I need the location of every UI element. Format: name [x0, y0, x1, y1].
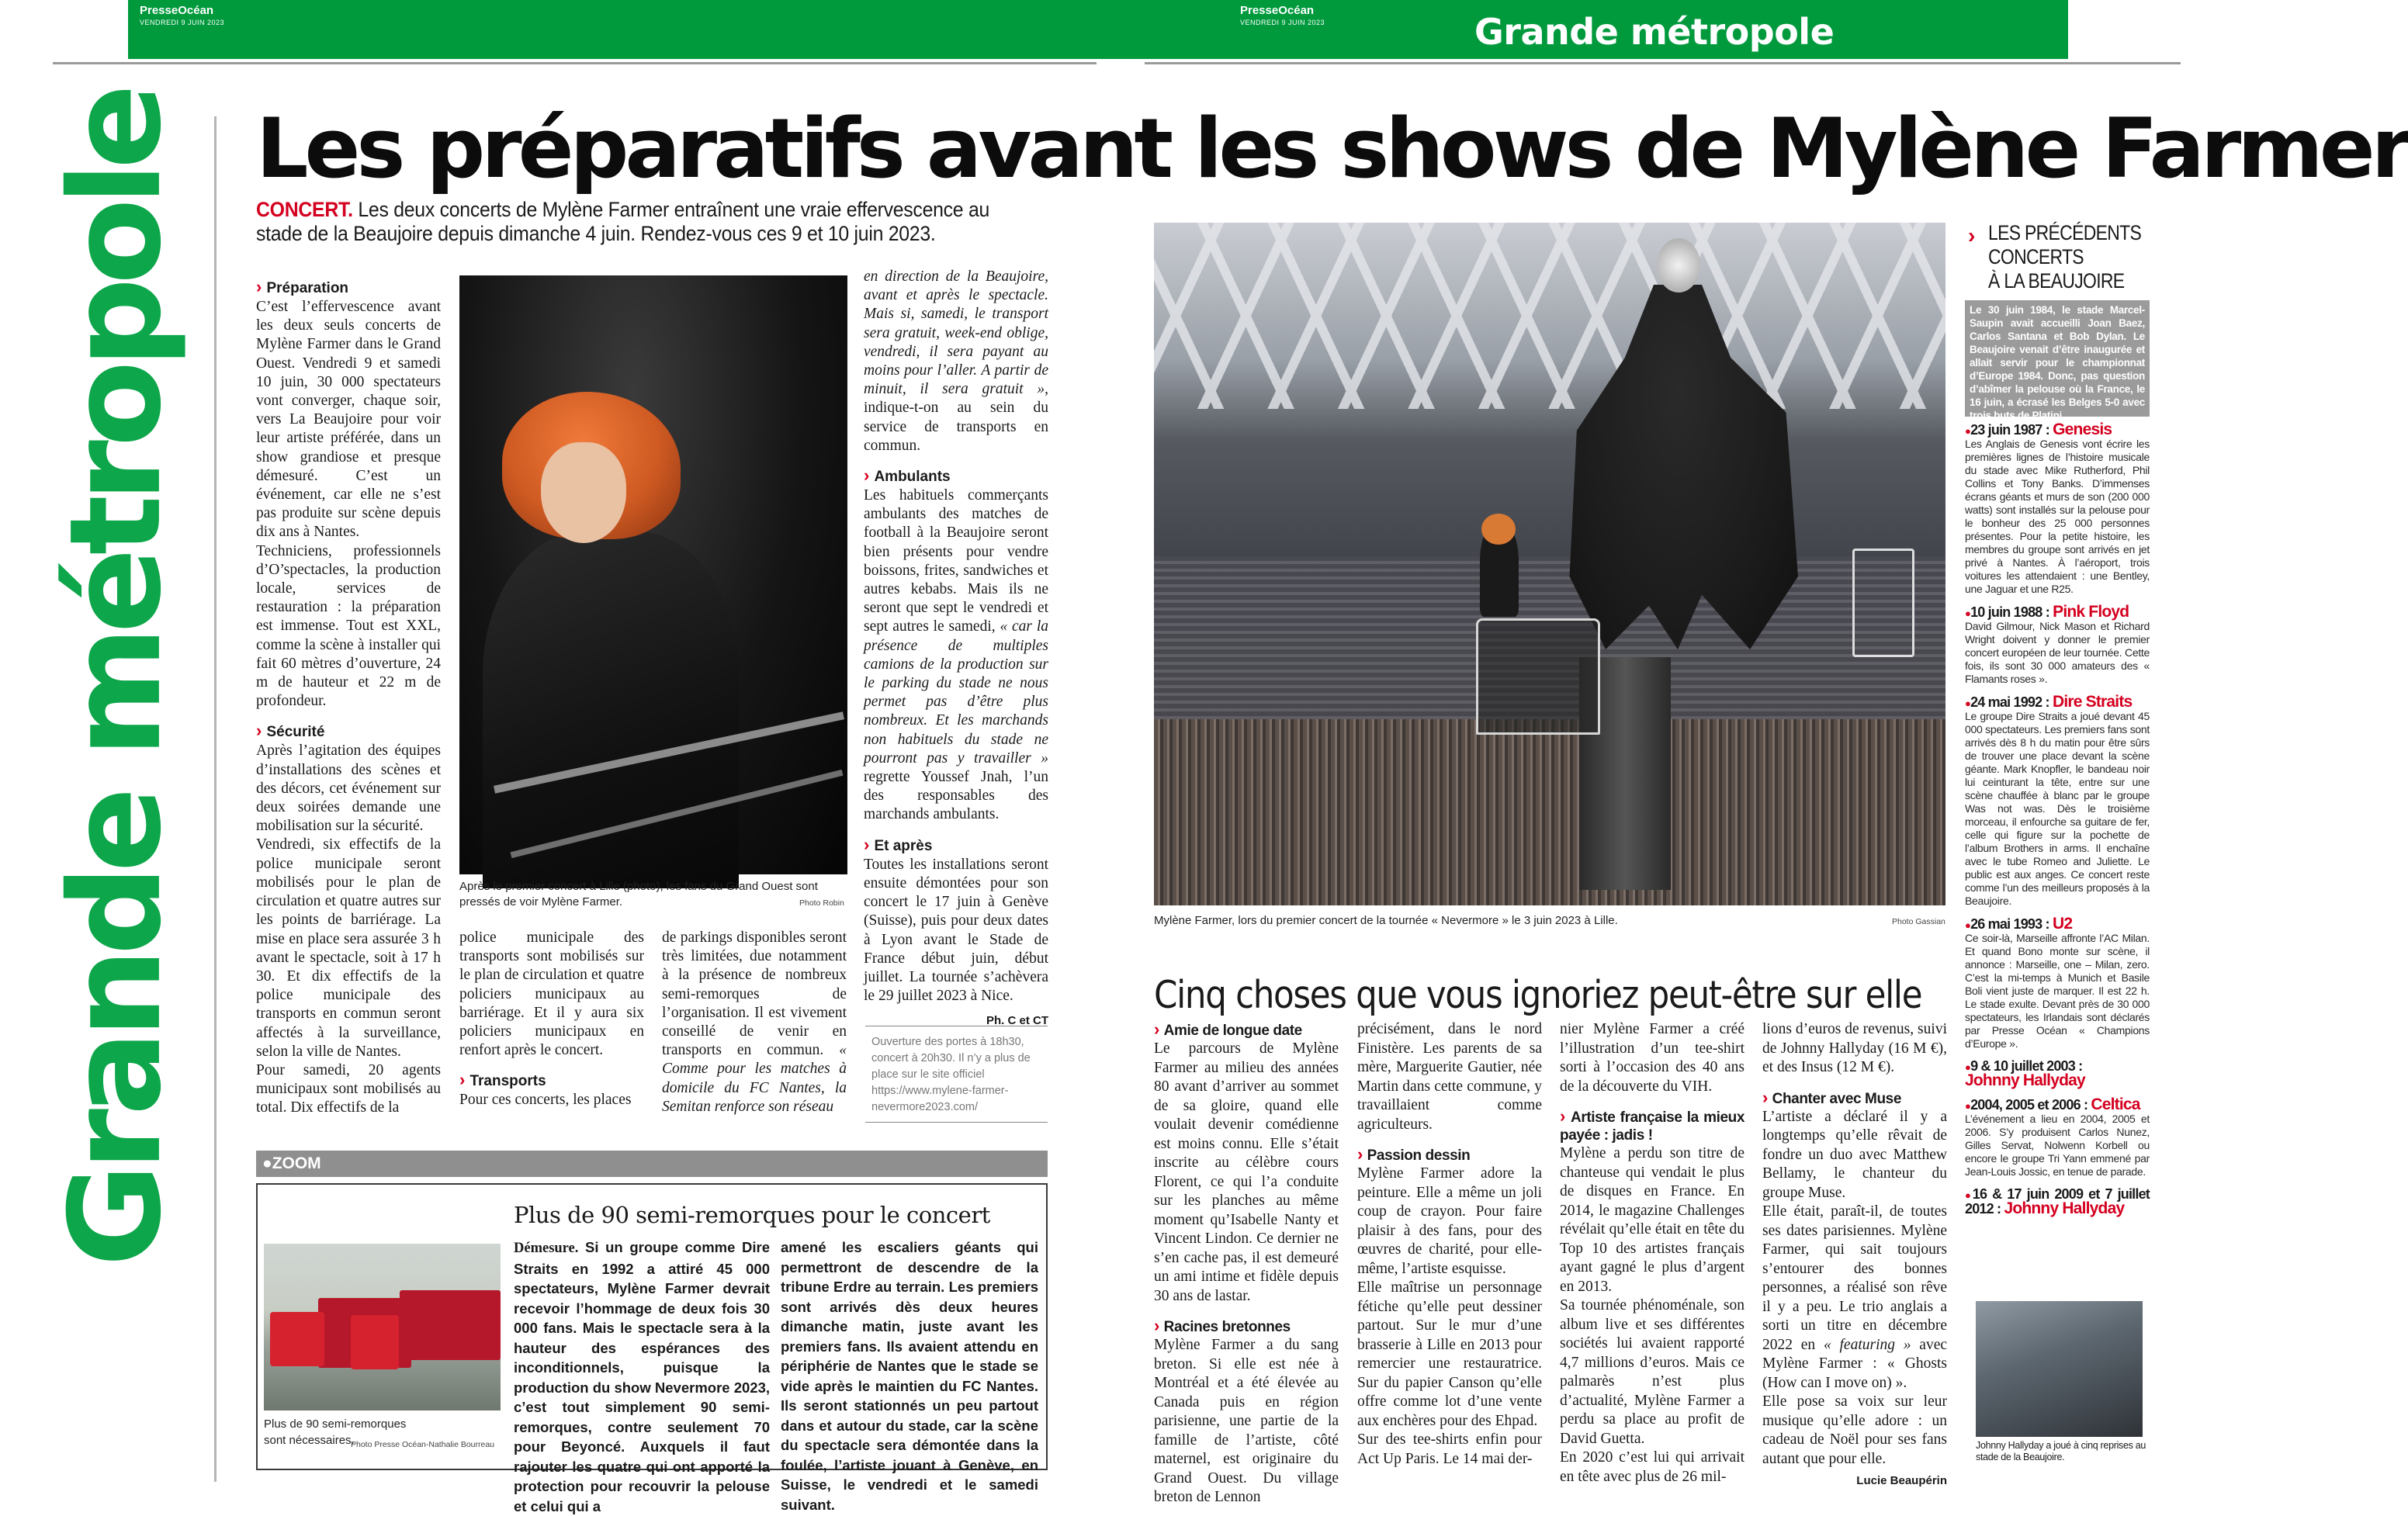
paragraph: Sa tournée phénoménale, son album live et ses différentes sociétés lui avaient rapporté 4,7 millions d’euros. Mais ce palmarès n’est plus d’actualité, Mylène Farmer a perdu sa place au profit de David Guetta. [1560, 1297, 1745, 1447]
paragraph: lions d’euros de revenus, suivi de Johnny Hallyday (16 M €), et des Insus (12 M €). [1762, 1021, 1947, 1075]
info-box-ouverture: Ouverture des portes à 18h30, concert à 20h30. Il n’y a plus de place sur le site officiel https://www.mylene-farmer-nevermore2023.com/ [865, 1026, 1048, 1123]
subhead-racines: › Racines bretonnes [1154, 1317, 1339, 1336]
subhead-ambulants: › Ambulants [864, 466, 1048, 486]
page-headline: Les préparatifs avant les shows de Mylène Farmer [256, 101, 2408, 196]
paragraph: Le parcours de Mylène Farmer au milieu des années 80 avant d’arriver au sommet de sa gloire, quand elle voulait devenir comédienne est moins connu. Elle s’était inscrite au célèbre cours Florent, ce qui l’a conduite sur les planches au même moment qu’Isabelle Nanty et Vincent Lindon. Ce dernier ne s’en cache pas, il est demeuré un ami intime et fidèle depuis 30 ans de lastar. [1154, 1040, 1339, 1304]
zoom-text-column-2: amené les escaliers géants qui permettront de descendre de la tribune Erdre au terrain. Les premiers sont arrivés dès deux heures dimanche matin, juste avant les premiers fans. Ils avaient attendu en périphérie de Nantes que le stade se vide après le maintien du FC Nantes. Ils seront stationnés un peu partout dans et autour du stade, car la scène du spectacle sera démontée dans la foulée, l’artiste jouant à Genève, en Suisse, le vendredi et le samedi suivant. [781, 1239, 1038, 1513]
zoom-bar [256, 1151, 1048, 1177]
paragraph: En 2020 c’est lui qui arrivait en tête avec plus de 26 mil- [1560, 1449, 1745, 1485]
subhead-artiste-mieux-payee: › Artiste française la mieux payée : jadis ! [1560, 1107, 1745, 1144]
subhead-amie: › Amie de longue date [1154, 1020, 1339, 1040]
timeline-entry: ● 23 juin 1987 : Genesis Les Anglais de Genesis vont écrire les premières lignes de l’histoire musicale du stade avec Mike Rutherford, Phil Collins et Tony Banks. D’immenses écrans géants et murs de son (200 000 watts) sont installés sur la pelouse pour le bonheur des 25 000 personnes présentes. Pour la petite histoire, les membres du groupe sont arrivés en jet privé à Nantes. À l’aéroport, trois voitures les attendaient : une Bentley, une Jaguar et une R25. [1965, 423, 2150, 596]
photo-semi-trailers [264, 1244, 501, 1410]
photo1-credit: Photo Robin [799, 898, 844, 908]
zoom-photo-caption: Plus de 90 semi-remorques sont nécessaires. [264, 1417, 407, 1447]
vertical-section-text: Grande métropole [43, 91, 189, 1267]
bottom-signature: Lucie Beaupérin [1856, 1474, 1947, 1487]
lead-kicker: CONCERT. [256, 198, 353, 221]
publication-name-right: PresseOcéan [1240, 4, 1315, 17]
big-photo-caption: Mylène Farmer, lors du premier concert de la tournée « Nevermore » le 3 juin 2023 à Lille. [1154, 914, 1618, 927]
subhead-passion-dessin: › Passion dessin [1357, 1145, 1542, 1165]
lead-text: Les deux concerts de Mylène Farmer entraînent une vraie effervescence au stade de la Beaujoire depuis dimanche 4 juin. Rendez-vous ces 9 et 10 juin 2023. [256, 198, 990, 245]
photo1-caption: Après le premier concert à Lille (photo), les fans du Grand Ouest sont pressés de voir Mylène Farmer. [459, 880, 818, 909]
paragraph: précisément, dans le nord Finistère. Les parents de sa mère, Marguerite Gautier, née Martin dans cette commune, y travaillaient comme agriculteurs. [1357, 1021, 1542, 1133]
paragraph: Elle pose sa voix sur leur musique qu’elle adore : un cadeau de Noël pour ses fans autant que pour elle. [1762, 1393, 1947, 1467]
zoom-kicker: Démesure. [514, 1241, 579, 1256]
subhead-preparation: › Préparation [256, 278, 441, 298]
paragraph: Techniciens, professionnels d’O’spectacles, la production locale, services de restauration : la préparation est immense. Tout est XXL, comme la scène à installer qui fait 60 mètres d’ouverture, 24 m de hauteur et 22 m de profondeur. [256, 542, 441, 710]
article-column-1 [256, 272, 441, 1118]
publication-date-left: VENDREDI 9 JUIN 2023 [140, 19, 225, 26]
article-column-3-bottom [662, 929, 847, 1116]
paragraph: Mylène a perdu son titre de chanteuse qui vendait le plus de disques en France. En 2014, le magazine Challenges révélait qu’elle était en tête du Top 10 des artistes français ayant gagné le plus d’argent en 2013. [1560, 1145, 1745, 1295]
vertical-divider [214, 116, 217, 1482]
aside-title: LES PRÉCÉDENTS CONCERTS À LA BEAUJOIRE [1988, 221, 2142, 292]
paragraph: Vendredi, six effectifs de la police municipale seront mobilisés pour le plan de circulation et quatre autres sur les points de barriérage. La mise en place sera assurée 3 h avant le spectacle, soit à 17 h 30. Et dix effectifs de la police municipale des transports en commun seront affectés à la surveillance, selon la ville de Nantes. [256, 836, 441, 1060]
bottom-column-1 [1154, 1020, 1339, 1507]
article-lead [256, 198, 1006, 246]
aside-photo-caption: Johnny Hallyday a joué à cinq reprises au stade de la Beaujoire. [1976, 1440, 2146, 1462]
aside-timeline [1965, 423, 2150, 1226]
bottom-column-3 [1560, 1020, 1745, 1487]
article-column-3 [864, 268, 1048, 1031]
bottom-column-4 [1762, 1020, 1947, 1491]
paragraph: Les habituels commerçants ambulants des matches de football à la Beaujoire seront bien présents pour vendre boissons, frites, sandwiches et autres kebabs. Mais ils ne seront que sept le vendredi et sept autres le samedi, « car la présence de multiples camions de la production sur le parking du stade ne nous permet pas d’être plus nombreux. Et les marchands non habituels du stade ne pourront pas y travailler » regrette Youssef Jnah, l’un des responsables des marchands ambulants. [864, 487, 1048, 823]
big-photo-credit: Photo Gassian [1892, 917, 1945, 926]
publication-name-left: PresseOcéan [140, 4, 214, 17]
paragraph: L’artiste a déclaré il y a longtemps qu’elle rêvait de fondre un duo avec Matthew Bellamy, le chanteur du groupe Muse. [1762, 1108, 1947, 1201]
timeline-entry: ● 16 & 17 juin 2009 et 7 juillet 2012 : Johnny Hallyday [1965, 1188, 2150, 1217]
article-signature: Ph. C et CT [986, 1014, 1048, 1028]
paragraph: Elle était, paraît-il, de toutes ses dates parisiennes. Mylène Farmer, qui sait toujours s’entourer des bonnes personnes, a réalisé son rêve il y a peu. Le trio anglais a sorti un titre en décembre 2022 en « featuring » avec Mylène Farmer : « Ghosts (How can I move on) ». [1762, 1203, 1948, 1391]
article-column-2 [459, 929, 644, 1110]
zoom-title: Plus de 90 semi-remorques pour le concert [514, 1202, 990, 1228]
paragraph: en direction de la Beaujoire, avant et après le spectacle. Mais si, samedi, le transport sera gratuit, week-end oblige, vendredi, il sera payant au moins pour l’aller. A partir de minuit, il sera gratuit », indique-t-on au sein du service de transports en commun. [864, 268, 1048, 454]
top-rule-right [1145, 62, 2181, 64]
paragraph: C’est l’effervescence avant les deux seuls concerts de Mylène Farmer dans le Grand Ouest. Vendredi 9 et samedi 10 juin, 30 000 spectateurs vont converger, chaque soir, vers La Beaujoire pour voir leur artiste préférée, dans un show grandiose et presque démesuré. C’est un événement, car elle ne s’est pas produite sur scène depuis dix ans à Nantes. [256, 299, 441, 541]
zoom-photo-credit: Photo Presse Océan-Nathalie Bourreau [351, 1440, 495, 1449]
paragraph: Après l’agitation des équipes d’installations des scènes et des décors, cet événement sur deux soirées demande une mobilisation sur la sécurité. [256, 742, 441, 835]
section-rubrique: Grande métropole [1474, 11, 1835, 53]
paragraph: Pour samedi, 20 agents municipaux sont mobilisés au total. Dix effectifs de la [256, 1061, 441, 1116]
zoom-label: ● ZOOM [262, 1152, 321, 1175]
bottom-article-title: Cinq choses que vous ignoriez peut-être sur elle [1154, 973, 1922, 1017]
paragraph: Mylène Farmer a du sang breton. Si elle est née à Montréal et a été élevée au Canada puis en région parisienne, une partie de la famille de l’artiste, côté maternel, est originaire du Grand Ouest. Du village breton de Lennon [1154, 1337, 1339, 1505]
paragraph: Pour ces concerts, les places [459, 1092, 632, 1109]
publication-date-right: VENDREDI 9 JUIN 2023 [1240, 19, 1325, 26]
paragraph: Mylène Farmer adore la peinture. Elle a même un joli coup de crayon. Pour faire plaisir à des fans, pour des œuvres de charité, pour elle-même, l’artiste esquisse. [1357, 1165, 1542, 1277]
aside-arrow-icon: › [1968, 223, 1976, 247]
timeline-entry: ● 9 & 10 juillet 2003 : Johnny Hallyday [1965, 1060, 2150, 1089]
paragraph: nier Mylène Farmer a créé l’illustration d’un tee-shirt sorti à l’occasion des 40 ans de la découverte du VIH. [1560, 1021, 1745, 1095]
vertical-section-title [23, 91, 210, 1267]
paragraph: Sur des tee-shirts enfin pour Act Up Paris. Le 14 mai der- [1357, 1431, 1542, 1467]
photo-johnny-hallyday [1976, 1301, 2143, 1437]
timeline-entry: ● 2004, 2005 et 2006 : Celtica L’événement a lieu en 2004, 2005 et 2006. S’y produisent Carlos Nunez, Gilles Servat, Nolwenn Korbell ou encore le groupe Tri Yann emmené par Jean-Louis Jossic, en tenue de parade. [1965, 1098, 2150, 1179]
timeline-entry: ● 26 mai 1993 : U2 Ce soir-là, Marseille affronte l’AC Milan. Et quand Bono monte sur scène, il annonce : Marseille, one – Milan, zero. C’est la mi-temps à Munich et Basile Boli vient juste de marquer. Il est 22 h. Le stade exulte. Devant près de 30 000 spectateurs, les Irlandais sont déclarés par Presse Océan « Champions d’Europe ». [1965, 917, 2150, 1050]
subhead-chanter-muse: › Chanter avec Muse [1762, 1089, 1947, 1108]
paragraph: police municipale des transports sont mobilisés sur le plan de circulation et quatre policiers municipaux au barriérage. Et il y aura six policiers municipaux en renfort après le concert. [459, 929, 644, 1059]
subhead-securite: › Sécurité [256, 722, 441, 742]
top-rule-left [53, 62, 1097, 64]
timeline-entry: ● 24 mai 1992 : Dire Straits Le groupe Dire Straits a joué devant 45 000 spectateurs. Les premiers fans sont arrivés dès 8 h du matin pour être sûrs de trouver une place devant la scène géante. Mark Knopfler, le bandeau noir lui ceinturant la tête, entre sur une scène chauffée à blanc par le groupe Was not was. Dès le troisième morceau, il enfourche sa guitare de fer, celle qui figure sur la pochette de l’album Brothers in arms. Il enchaîne avec le tube Romeo and Juliette. Le public est aux anges. Ce concert reste comme l’un des meilleurs proposés à la Beaujoire. [1965, 695, 2150, 908]
photo-stadium-concert [1154, 223, 1945, 905]
paragraph: Toutes les installations seront ensuite démontées pour son concert le 17 juin à Genève (Suisse), puis pour deux dates à Lyon avant le Stade de France début juin, début juillet. La tournée s’achèvera le 29 juillet 2023 à Nice. [864, 856, 1048, 1005]
subhead-transports: › Transports [459, 1071, 644, 1091]
paragraph: de parkings disponibles seront très limitées, due notamment à la présence de nombreux semi-remorques de l’organisation. Il est vivement conseillé de venir en transports en commun. « Comme pour les matches à domicile du FC Nantes, la Semitan renforce son réseau [662, 929, 847, 1115]
timeline-entry: ● 10 juin 1988 : Pink Floyd David Gilmour, Nick Mason et Richard Wright doivent y donner le premier concert européen de leur tournée. Cette fois, ils sont 30 000 amateurs des « Flamants roses ». [1965, 605, 2150, 686]
bottom-column-2 [1357, 1020, 1542, 1469]
subhead-et-apres: › Et après [864, 836, 1048, 856]
aside-intro: Le 30 juin 1984, le stade Marcel-Saupin avait accueilli Joan Baez, Carlos Santana et Bob Dylan. Le Beaujoire venait d’être inaugurée et allait servir pour le championnat d’Europe 1984. Donc, pas question d’abîmer la pelouse où la France, le 16 juin, a écrasé les Belges 5-0 avec trois buts de Platini. [1965, 300, 2150, 417]
paragraph: Elle maîtrise un personnage fétiche qu’elle peut dessiner partout. Sur le mur d’une brasserie à Lille en 2013 pour remercier une restauratrice. Sur du papier Canson qu’elle offre comme lot d’une vente aux enchères pour des Ehpad. [1357, 1279, 1542, 1429]
photo-mylene-farmer-singing [459, 275, 847, 874]
zoom-text-column-1: Démesure. Si un groupe comme Dire Straits en 1992 a attiré 45 000 spectateurs, Mylène Farmer devrait recevoir l’hommage de deux fois 30 000 fans. Mais le spectacle sera à la hauteur des espérances des inconditionnels, puisque la production du show Nevermore 2023, c’est tout simplement 90 semi-remorques, contre seulement 70 pour Beyoncé. Auxquels il faut rajouter les quatre qui ont apporté la protection pour recouvrir la pelouse et celui qui a [514, 1239, 770, 1514]
